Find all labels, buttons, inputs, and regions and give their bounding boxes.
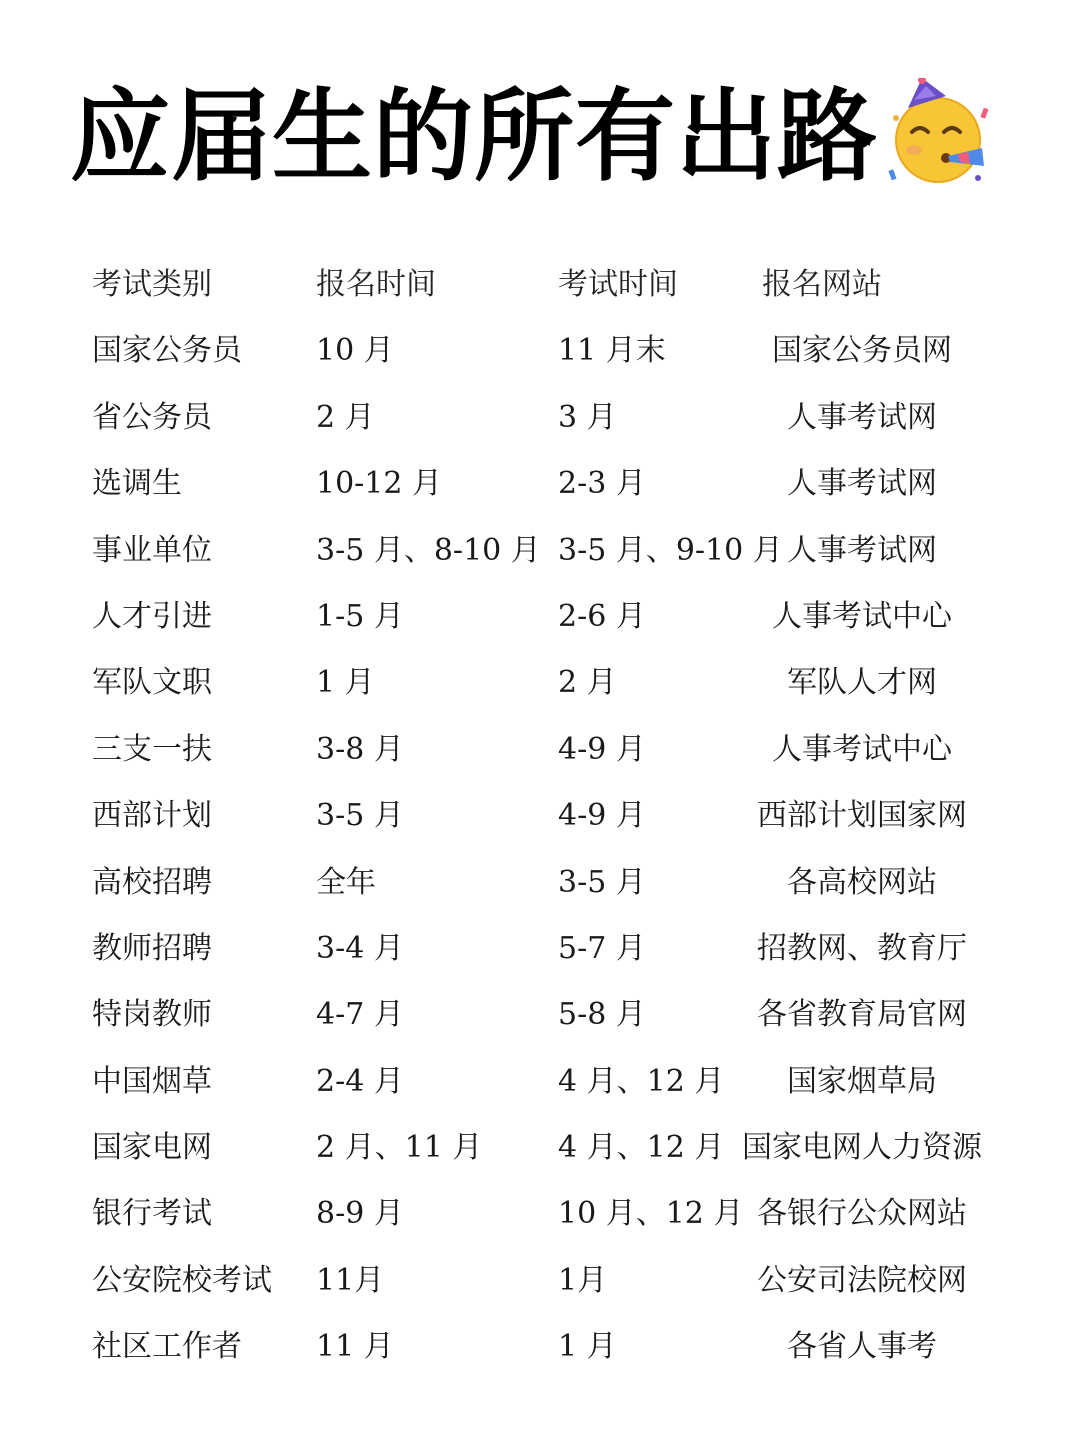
category-cell: 银行考试 <box>92 1196 212 1232</box>
table-row <box>92 1049 992 1115</box>
exam-time-cell: 2-6 月 <box>558 598 646 634</box>
exam-time-cell: 3 月 <box>558 399 617 435</box>
table-row <box>92 650 992 716</box>
header-exam-time: 考试时间 <box>558 267 678 302</box>
website-cell: 国家电网人力资源 <box>742 1130 982 1166</box>
category-cell: 事业单位 <box>92 532 212 568</box>
exam-schedule-table <box>92 252 992 1381</box>
category-cell: 特岗教师 <box>92 997 212 1033</box>
registration-time-cell: 10-12 月 <box>316 466 443 502</box>
category-cell: 军队文职 <box>92 665 212 701</box>
registration-time-cell: 3-8 月 <box>316 731 404 767</box>
website-cell: 军队人才网 <box>787 665 937 701</box>
table-row <box>92 1248 992 1314</box>
website-cell: 各省教育局官网 <box>757 997 967 1033</box>
exam-time-cell: 11 月末 <box>558 333 666 369</box>
website-cell: 各银行公众网站 <box>757 1196 967 1232</box>
table-row <box>92 385 992 451</box>
registration-time-cell: 11 月 <box>316 1329 394 1365</box>
exam-time-cell: 3-5 月 <box>558 864 646 900</box>
exam-time-cell: 4-9 月 <box>558 798 646 834</box>
website-cell: 各高校网站 <box>787 864 937 900</box>
exam-time-cell: 2 月 <box>558 665 617 701</box>
exam-time-cell: 2-3 月 <box>558 466 646 502</box>
exam-time-cell: 3-5 月、9-10 月 <box>558 532 783 568</box>
table-header-row <box>92 252 992 318</box>
registration-time-cell: 全年 <box>316 864 376 900</box>
exam-time-cell: 1月 <box>558 1262 608 1298</box>
table-row <box>92 584 992 650</box>
table-row <box>92 451 992 517</box>
registration-time-cell: 11月 <box>316 1262 385 1298</box>
exam-time-cell: 5-8 月 <box>558 997 646 1033</box>
category-cell: 国家电网 <box>92 1130 212 1166</box>
category-cell: 中国烟草 <box>92 1063 212 1099</box>
category-cell: 省公务员 <box>92 399 212 435</box>
header-registration-time: 报名时间 <box>316 267 436 302</box>
exam-time-cell: 4 月、12 月 <box>558 1063 725 1099</box>
registration-time-cell: 3-5 月 <box>316 798 404 834</box>
table-row <box>92 850 992 916</box>
registration-time-cell: 2 月、11 月 <box>316 1130 483 1166</box>
exam-time-cell: 4-9 月 <box>558 731 646 767</box>
category-cell: 国家公务员 <box>92 333 242 369</box>
category-cell: 选调生 <box>92 466 182 502</box>
exam-time-cell: 5-7 月 <box>558 930 646 966</box>
page-title: 应届生的所有出路 <box>70 78 878 195</box>
website-cell: 人事考试中心 <box>772 598 952 634</box>
table-row <box>92 1115 992 1181</box>
registration-time-cell: 3-5 月、8-10 月 <box>316 532 541 568</box>
registration-time-cell: 1-5 月 <box>316 598 404 634</box>
table-row <box>92 982 992 1048</box>
website-cell: 公安司法院校网 <box>757 1262 967 1298</box>
registration-time-cell: 10 月 <box>316 333 394 369</box>
website-cell: 人事考试网 <box>787 399 937 435</box>
website-cell: 人事考试网 <box>787 532 937 568</box>
table-row <box>92 717 992 783</box>
website-cell: 人事考试中心 <box>772 731 952 767</box>
registration-time-cell: 3-4 月 <box>316 930 404 966</box>
website-cell: 国家公务员网 <box>772 333 952 369</box>
website-cell: 各省人事考 <box>787 1329 937 1365</box>
category-cell: 社区工作者 <box>92 1329 242 1365</box>
registration-time-cell: 2 月 <box>316 399 375 435</box>
category-cell: 公安院校考试 <box>92 1262 272 1298</box>
table-row <box>92 916 992 982</box>
category-cell: 人才引进 <box>92 598 212 634</box>
registration-time-cell: 4-7 月 <box>316 997 404 1033</box>
table-row <box>92 783 992 849</box>
category-cell: 三支一扶 <box>92 731 212 767</box>
website-cell: 国家烟草局 <box>787 1063 937 1099</box>
category-cell: 西部计划 <box>92 798 212 834</box>
website-cell: 招教网、教育厅 <box>757 930 967 966</box>
partying-face-icon <box>886 78 996 188</box>
registration-time-cell: 8-9 月 <box>316 1196 404 1232</box>
table-row <box>92 1314 992 1380</box>
category-cell: 高校招聘 <box>92 864 212 900</box>
title-block <box>70 72 996 202</box>
exam-time-cell: 1 月 <box>558 1329 617 1365</box>
registration-time-cell: 2-4 月 <box>316 1063 404 1099</box>
category-cell: 教师招聘 <box>92 930 212 966</box>
header-registration-website: 报名网站 <box>762 267 882 302</box>
exam-time-cell: 10 月、12 月 <box>558 1196 744 1232</box>
table-row <box>92 318 992 384</box>
table-row <box>92 518 992 584</box>
registration-time-cell: 1 月 <box>316 665 375 701</box>
exam-time-cell: 4 月、12 月 <box>558 1130 725 1166</box>
table-row <box>92 1181 992 1247</box>
website-cell: 西部计划国家网 <box>757 798 967 834</box>
header-category: 考试类别 <box>92 267 212 302</box>
website-cell: 人事考试网 <box>787 466 937 502</box>
